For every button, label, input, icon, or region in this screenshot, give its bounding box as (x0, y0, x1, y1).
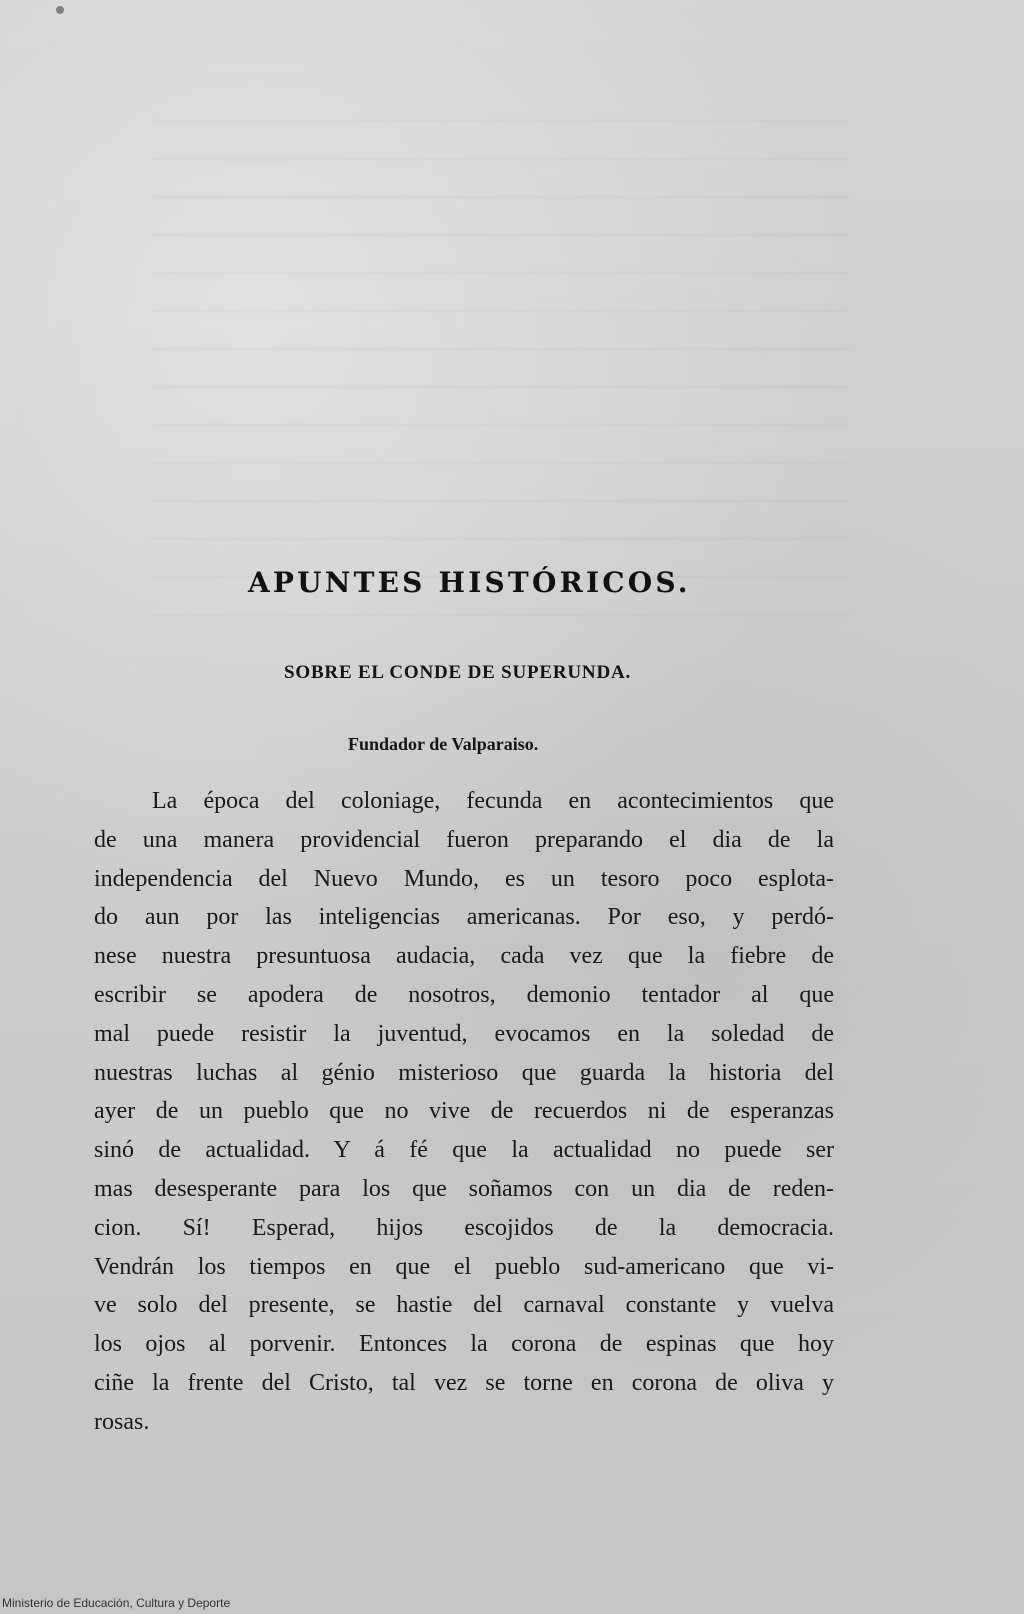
body-line: rosas. (94, 1408, 150, 1435)
document-title: APUNTES HISTÓRICOS. (248, 566, 691, 599)
body-line: cion. Sí! Esperad, hijos escojidos de la democracia. (94, 1214, 834, 1241)
body-line: nuestras luchas al génio misterioso que guarda la historia del (94, 1059, 834, 1086)
ink-speck (56, 6, 64, 14)
body-line: escribir se apodera de nosotros, demonio tentador al que (94, 981, 834, 1008)
body-line: do aun por las inteligencias americanas. Por eso, y perdó- (94, 904, 834, 931)
body-line: ve solo del presente, se hastie del carnaval constante y vuelva (94, 1292, 834, 1319)
body-line: nese nuestra presuntuosa audacia, cada vez que la fiebre de (94, 943, 834, 970)
body-line: ayer de un pueblo que no vive de recuerdos ni de esperanzas (94, 1098, 834, 1125)
body-line: La época del coloniage, fecunda en acontecimientos que (152, 788, 834, 814)
document-subheading: Fundador de Valparaiso. (348, 734, 539, 754)
body-text (94, 782, 834, 1442)
bleed-through-texture (150, 120, 850, 640)
footer-credit: Ministerio de Educación, Cultura y Deporte (2, 1596, 231, 1610)
body-line: de una manera providencial fueron preparando el dia de la (94, 826, 834, 853)
body-line: los ojos al porvenir. Entonces la corona de espinas que hoy (94, 1331, 834, 1358)
body-line: sinó de actualidad. Y á fé que la actualidad no puede ser (94, 1137, 834, 1164)
body-line: mas desesperante para los que soñamos con un dia de reden- (94, 1175, 834, 1202)
document-subtitle: SOBRE EL CONDE DE SUPERUNDA. (284, 662, 632, 683)
body-line: Vendrán los tiempos en que el pueblo sud-americano que vi- (94, 1253, 834, 1280)
body-line: ciñe la frente del Cristo, tal vez se torne en corona de oliva y (94, 1369, 834, 1396)
body-line: independencia del Nuevo Mundo, es un tesoro poco esplota- (94, 865, 834, 892)
body-line: mal puede resistir la juventud, evocamos en la soledad de (94, 1020, 834, 1047)
